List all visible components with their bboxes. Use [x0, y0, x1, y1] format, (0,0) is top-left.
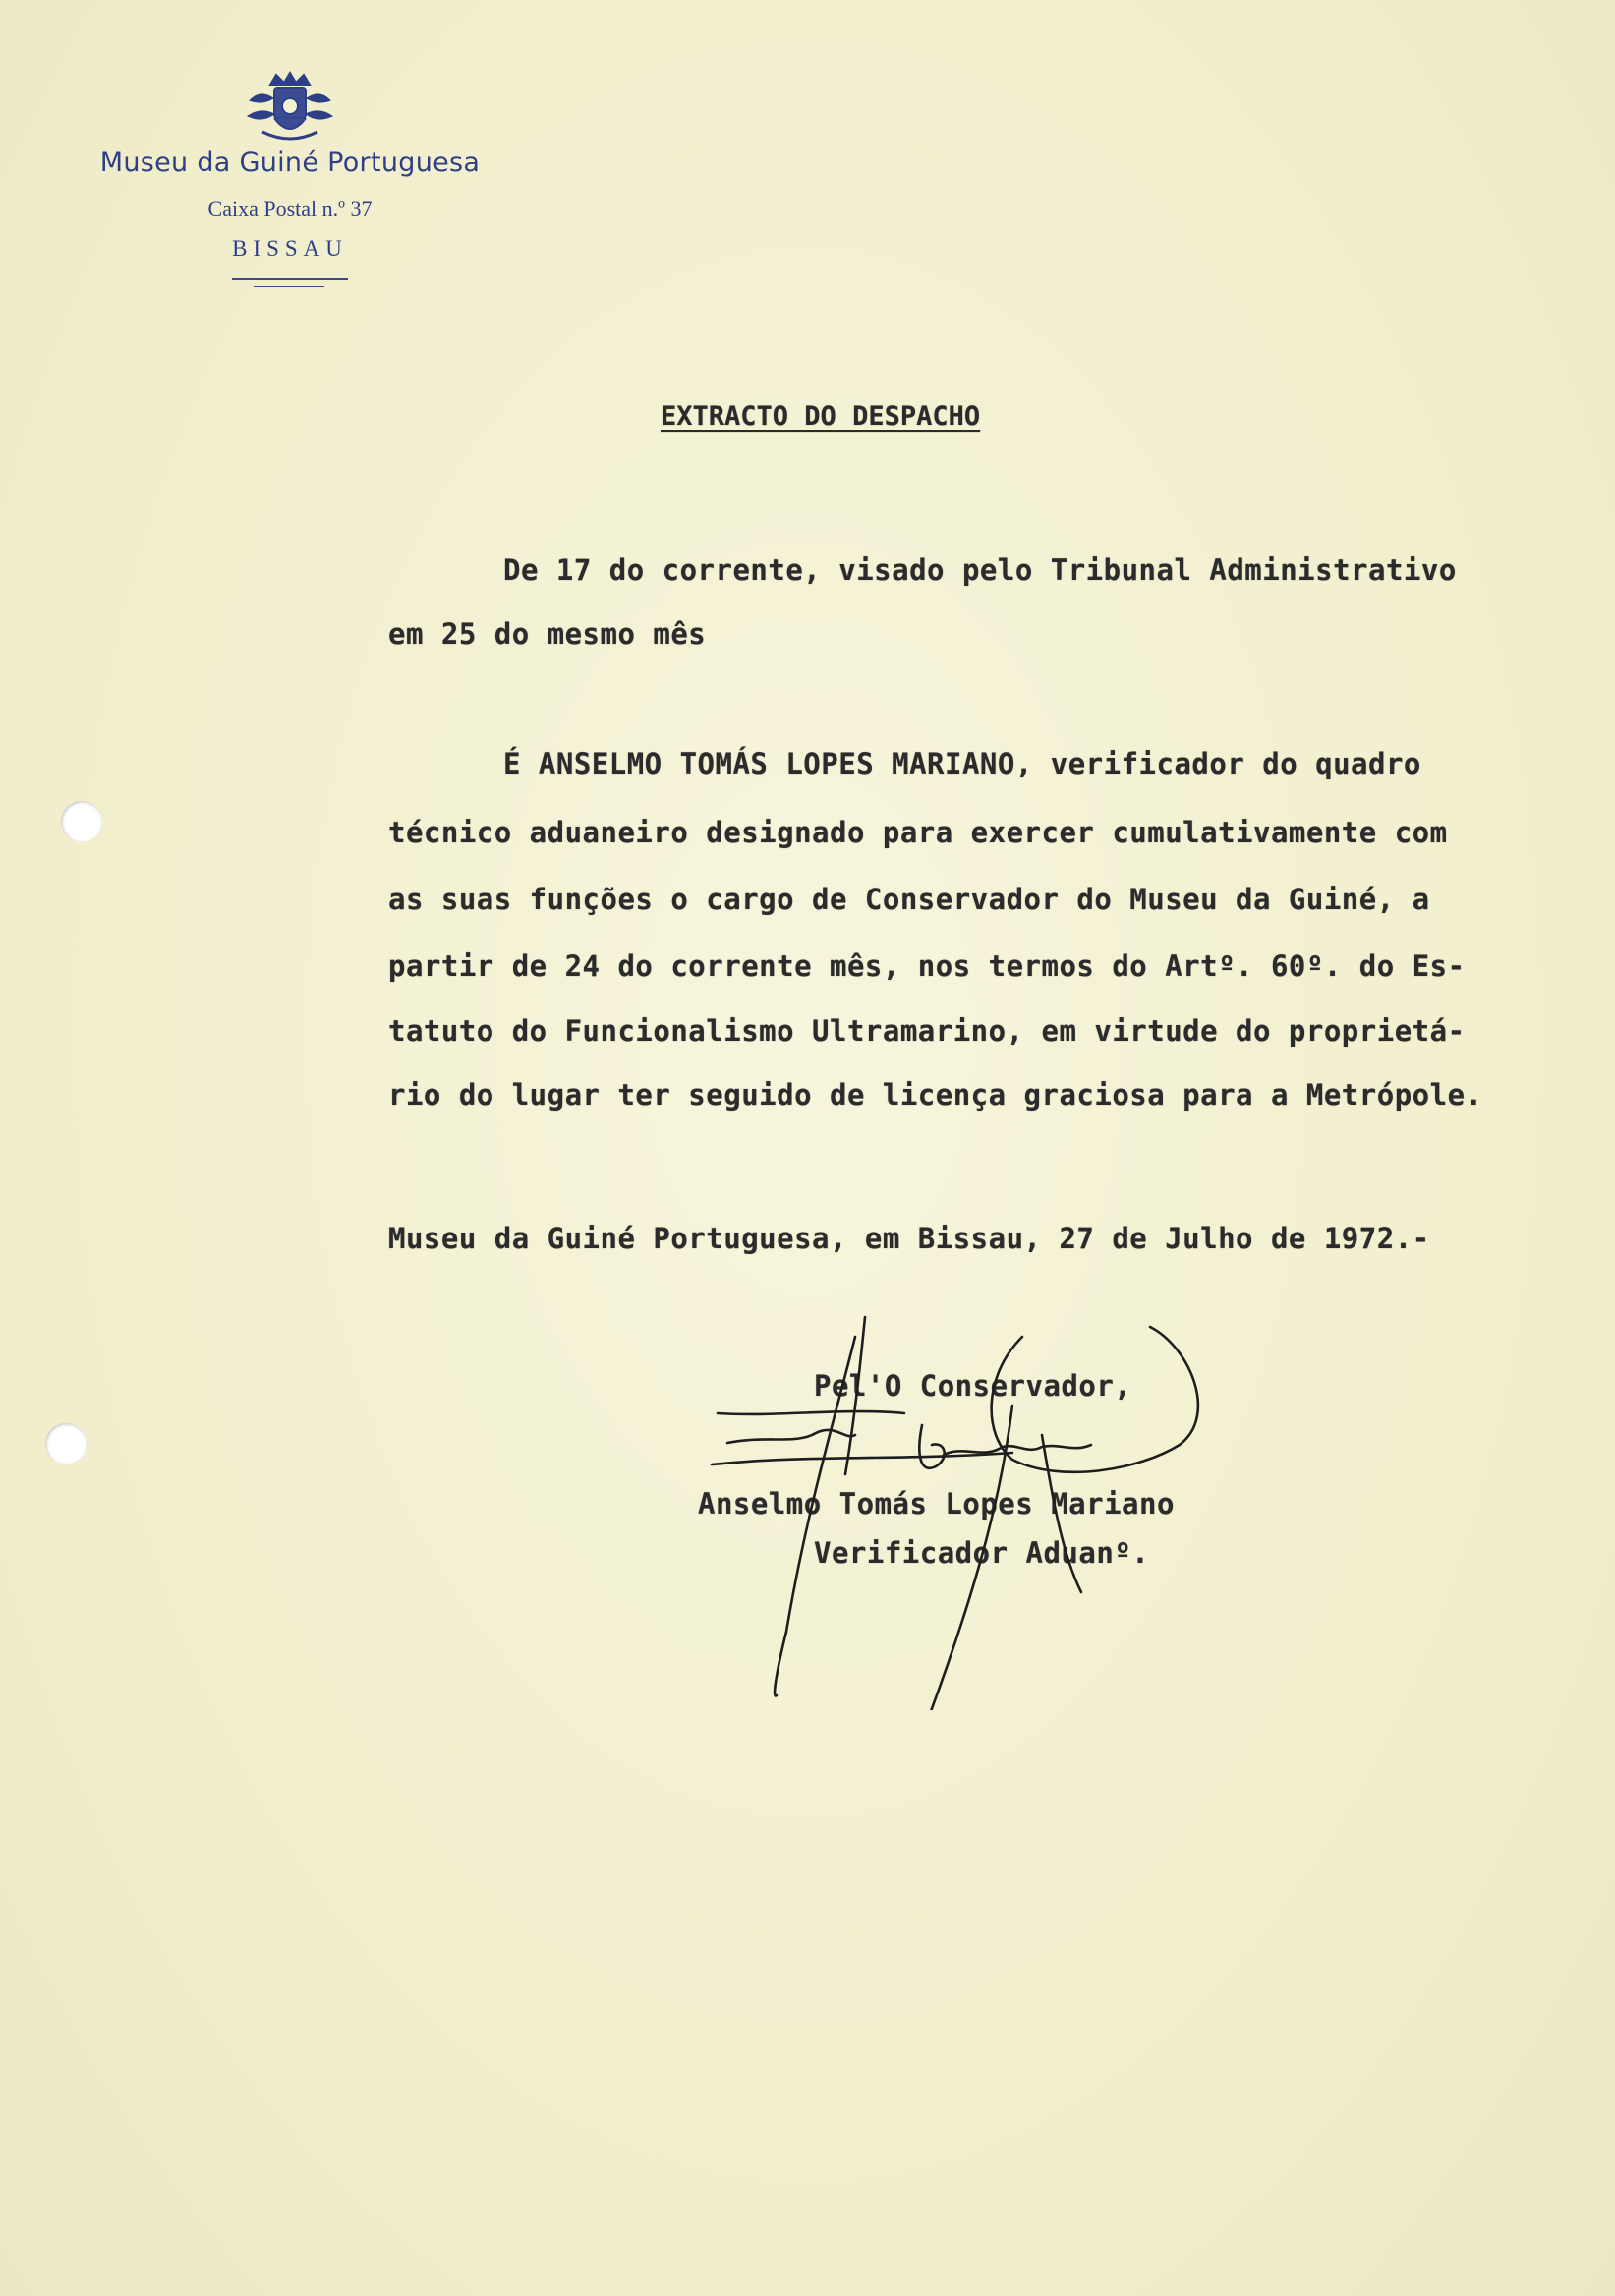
place-date: Museu da Guiné Portuguesa, em Bissau, 27 de Julho de 1972.-: [388, 1222, 1430, 1255]
paragraph2-line: partir de 24 do corrente mês, nos termos do Artº. 60º. do Es-: [388, 949, 1466, 983]
handwritten-signature: [688, 1297, 1317, 1710]
coat-of-arms-icon: [241, 71, 339, 149]
letterhead-city: BISSAU: [232, 236, 348, 260]
paragraph2-line: rio do lugar ter seguido de licença graciosa para a Metrópole.: [388, 1078, 1483, 1112]
signatory-role: Verificador Aduanº.: [814, 1536, 1150, 1570]
letterhead-rule-short: [254, 286, 324, 287]
paragraph2-line: as suas funções o cargo de Conservador do Museu da Guiné, a: [388, 883, 1430, 916]
paragraph2-line: tatuto do Funcionalismo Ultramarino, em virtude do proprietá-: [388, 1014, 1466, 1048]
punch-hole-bottom: [45, 1423, 87, 1464]
signatory-name: Anselmo Tomás Lopes Mariano: [698, 1487, 1175, 1521]
paragraph2-line: É ANSELMO TOMÁS LOPES MARIANO, verificador do quadro: [503, 747, 1421, 780]
paragraph1-line: De 17 do corrente, visado pelo Tribunal Administrativo: [503, 553, 1457, 587]
letterhead-rule: [232, 278, 348, 280]
letterhead-postal-box: Caixa Postal n.º 37: [207, 197, 373, 221]
paragraph1-line: em 25 do mesmo mês: [388, 617, 707, 651]
signature-for-line: Pel'O Conservador,: [814, 1369, 1132, 1403]
letterhead-name: Museu da Guiné Portuguesa: [99, 147, 481, 178]
punch-hole-top: [61, 801, 102, 842]
paragraph2-line: técnico aduaneiro designado para exercer cumulativamente com: [388, 816, 1448, 849]
document-title: EXTRACTO DO DESPACHO: [661, 401, 981, 431]
